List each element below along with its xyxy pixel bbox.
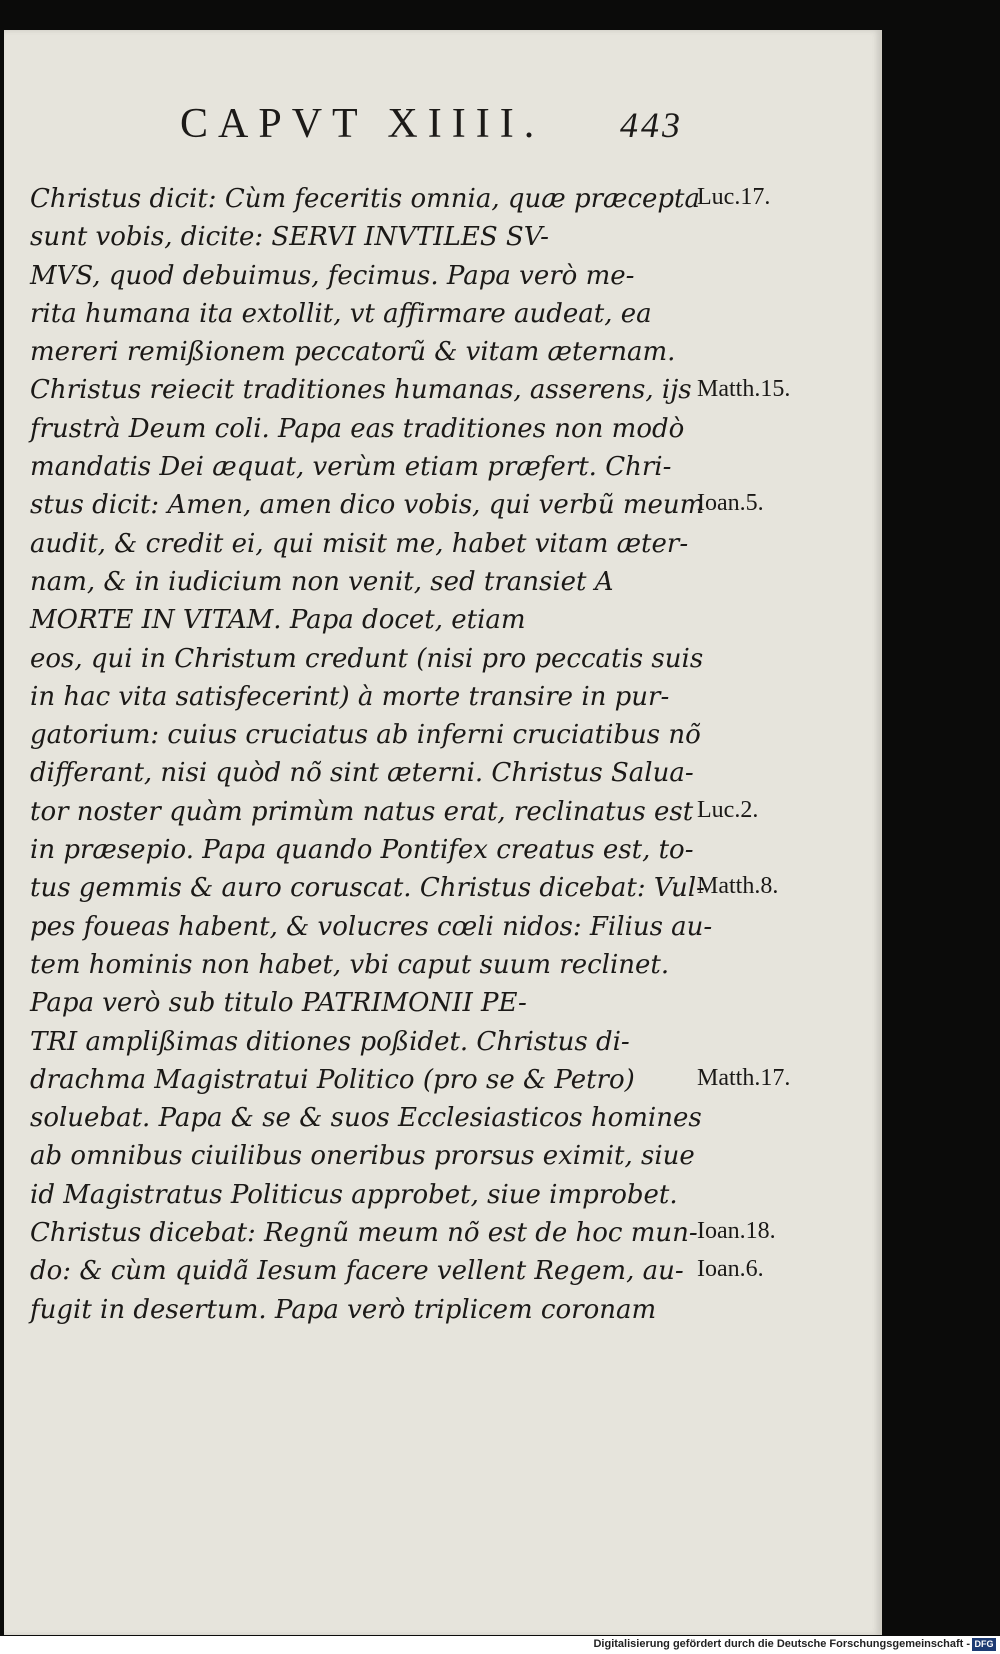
running-head: CAPVT XIIII.: [180, 101, 545, 147]
text-line: sunt vobis, dicite: SERVI INVTILES SV-: [30, 222, 549, 253]
text-line: stus dicit: Amen, amen dico vobis, qui verbũ meum: [30, 490, 705, 521]
margin-note: Luc.2.: [697, 796, 759, 823]
text-line: mereri remißionem peccatorũ & vitam æternam.: [30, 337, 676, 368]
margin-note: Matth.15.: [697, 375, 791, 402]
text-line: id Magistratus Politicus approbet, siue improbet.: [30, 1179, 678, 1210]
text-line: pes foueas habent, & volucres cœli nidos: Filius au-: [30, 911, 713, 942]
text-line: nam, & in iudicium non venit, sed transiet A: [30, 566, 614, 597]
margin-note: Matth.17.: [697, 1064, 791, 1091]
text-line: mandatis Dei æquat, verùm etiam præfert. Chri-: [30, 452, 672, 483]
book-page: [4, 30, 882, 1635]
text-line: in hac vita satisfecerint) à morte transire in pur-: [30, 681, 670, 712]
text-line: Christus dicit: Cùm feceritis omnia, quæ præcepta: [30, 184, 701, 214]
margin-note: Matth.8.: [697, 873, 779, 900]
dfg-logo: DFG: [972, 1638, 996, 1651]
text-line: Christus dicebat: Regnũ meum nõ est de hoc mun-: [30, 1218, 698, 1249]
text-line: audit, & credit ei, qui misit me, habet vitam æter-: [30, 528, 689, 559]
text-line: do: & cùm quidã Iesum facere vellent Regem, au-: [30, 1256, 684, 1287]
text-line: MORTE IN VITAM. Papa docet, etiam: [30, 605, 526, 636]
text-line: frustrà Deum coli. Papa eas traditiones non modò: [30, 413, 685, 444]
text-line: drachma Magistratui Politico (pro se & Petro): [30, 1064, 635, 1095]
margin-note: Ioan.5.: [697, 490, 764, 517]
text-line: tor noster quàm primùm natus erat, reclinatus est: [30, 796, 694, 827]
margin-notes: [4, 30, 880, 1635]
page-number: 443: [620, 105, 683, 145]
text-line: differant, nisi quòd nõ sint æterni. Christus Salua-: [30, 758, 694, 789]
text-line: ab omnibus ciuilibus oneribus prorsus eximit, siue: [30, 1141, 695, 1172]
margin-note: Luc.17.: [697, 184, 771, 210]
text-line: eos, qui in Christum credunt (nisi pro peccatis suis: [30, 643, 704, 674]
text-line: in præsepio. Papa quando Pontifex creatus est, to-: [30, 835, 694, 866]
margin-note: Ioan.6.: [697, 1256, 764, 1283]
text-line: TRI amplißimas ditiones poßidet. Christus di-: [30, 1026, 630, 1057]
text-line: soluebat. Papa & se & suos Ecclesiasticos homines: [30, 1103, 702, 1134]
text-line: tem hominis non habet, vbi caput suum reclinet.: [30, 949, 670, 980]
text-line: MVS, quod debuimus, fecimus. Papa verò me-: [30, 260, 635, 291]
text-line: rita humana ita extollit, vt affirmare audeat, ea: [30, 298, 652, 329]
text-line: Christus reiecit traditiones humanas, asserens, ijs: [30, 375, 692, 406]
footer-credit: Digitalisierung gefördert durch die Deutsche Forschungsgemeinschaft -: [593, 1638, 970, 1650]
text-line: gatorium: cuius cruciatus ab inferni cruciatibus nõ: [30, 720, 701, 751]
margin-note: Ioan.18.: [697, 1218, 776, 1245]
text-line: tus gemmis & auro coruscat. Christus dicebat: Vul-: [30, 873, 705, 904]
text-line: fugit in desertum. Papa verò triplicem coronam: [30, 1294, 657, 1325]
text-line: Papa verò sub titulo PATRIMONII PE-: [30, 988, 527, 1019]
